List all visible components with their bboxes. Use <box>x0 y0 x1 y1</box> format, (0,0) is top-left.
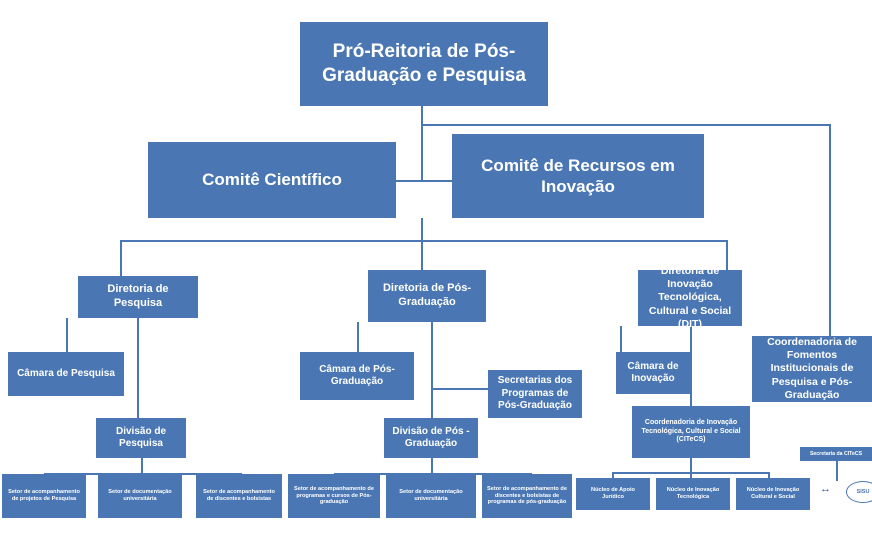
connector-dirinov-stem <box>690 326 692 410</box>
connector-dirpesq-stem <box>137 318 139 418</box>
node-sisu[interactable] <box>846 481 872 503</box>
node-diretoria-pos-graduacao[interactable] <box>368 270 486 322</box>
node-label: Secretaria da CITeCS <box>809 450 863 457</box>
node-label: Diretoria de Pós-Graduação <box>382 282 472 308</box>
connector-dirpos-down <box>357 322 359 352</box>
node-label: Comitê de Recursos em Inovação <box>481 155 675 196</box>
node-label: Diretoria de Pesquisa <box>107 283 169 309</box>
node-nucleo-apoio-juridico[interactable] <box>576 478 650 510</box>
node-nucleo-inovacao-tecnologica[interactable] <box>656 478 730 510</box>
node-setor-documentacao-universitaria-2[interactable] <box>386 474 476 518</box>
connector-comite-cientifico-link <box>396 180 452 182</box>
node-label: Coordenadoria de Fomentos Institucionais de Pesquisa e Pós-Graduação <box>767 336 857 401</box>
connector-divpos-down <box>431 457 433 473</box>
node-setor-discentes-bolsistas[interactable] <box>196 474 282 518</box>
node-label: Núcleo de Inovação Tecnológica <box>666 487 720 500</box>
node-setor-projetos-pesquisa[interactable] <box>2 474 86 518</box>
node-camara-pesquisa[interactable] <box>8 352 124 396</box>
node-secretaria-citecs[interactable] <box>800 447 872 461</box>
connector-center-down <box>421 218 423 240</box>
node-label: Setor de acompanhamento de discentes e bolsistas de programas de pós-graduação <box>487 485 567 506</box>
node-diretoria-inovacao[interactable] <box>638 265 742 330</box>
node-label: Coordenadoria de Inovação Tecnológica, Cultural e Social (CITeCS) <box>641 418 741 444</box>
node-label: Secretarias dos Programas de Pós-Graduação <box>497 375 573 412</box>
node-divisao-pesquisa[interactable] <box>96 418 186 458</box>
connector-bus-left-drop <box>120 240 122 276</box>
node-setor-programas-cursos[interactable] <box>288 474 380 518</box>
connector-dirpos-stem <box>431 322 433 418</box>
node-label: Núcleo de Inovação Cultural e Social <box>746 487 800 500</box>
node-label: Divisão de Pesquisa <box>115 425 167 449</box>
connector-divpesq-down <box>141 457 143 473</box>
connector-citecs-down <box>690 458 692 472</box>
connector-proreitoria-down <box>421 106 423 180</box>
node-label: Comitê Científico <box>202 170 342 190</box>
node-coordenadoria-fomentos[interactable] <box>752 336 872 402</box>
node-nucleo-inovacao-cultural-social[interactable] <box>736 478 810 510</box>
connector-fomentos-down <box>829 124 831 336</box>
node-camara-inovacao[interactable] <box>616 352 690 394</box>
double-arrow-icon: ↔ <box>820 483 831 495</box>
node-setor-documentacao-universitaria-1[interactable] <box>98 474 182 518</box>
connector-secretaria-citecs <box>836 459 838 481</box>
node-divisao-pos-graduacao[interactable] <box>384 418 478 458</box>
node-pro-reitoria[interactable] <box>300 22 548 106</box>
connector-diretorias-bus <box>120 240 727 242</box>
node-setor-discentes-bolsistas-pos[interactable] <box>482 474 572 518</box>
node-comite-cientifico[interactable] <box>148 142 396 218</box>
node-label: SISU <box>856 489 870 495</box>
node-label: Setor de documentação universitária <box>399 489 463 502</box>
connector-proreitoria-right <box>421 124 830 126</box>
node-label: Câmara de Inovação <box>627 360 679 384</box>
connector-secretarias-link <box>431 388 489 390</box>
node-label: Setor de acompanhamento de programas e cursos de Pós-graduação <box>294 485 374 506</box>
node-coordenadoria-citecs[interactable] <box>632 406 750 458</box>
node-label: Setor de acompanhamento de discentes e bolsistas <box>203 489 275 502</box>
node-secretarias-programas[interactable] <box>488 370 582 418</box>
node-label: Setor de acompanhamento de projetos de Pesquisa <box>8 489 80 502</box>
node-label: Diretoria de Inovação Tecnológica, Cultural e Social (DIT) <box>648 265 732 330</box>
node-label: Núcleo de Apoio Jurídico <box>591 487 635 500</box>
node-label: Pró-Reitoria de Pós-Graduação e Pesquisa <box>322 41 526 86</box>
node-diretoria-pesquisa[interactable] <box>78 276 198 318</box>
node-label: Setor de documentação universitária <box>108 489 172 502</box>
node-comite-recursos-inovacao[interactable] <box>452 134 704 218</box>
node-label: Câmara de Pós-Graduação <box>319 363 395 387</box>
node-camara-pos-graduacao[interactable] <box>300 352 414 400</box>
node-label: Divisão de Pós - Graduação <box>392 425 470 449</box>
node-label: Câmara de Pesquisa <box>17 367 115 379</box>
